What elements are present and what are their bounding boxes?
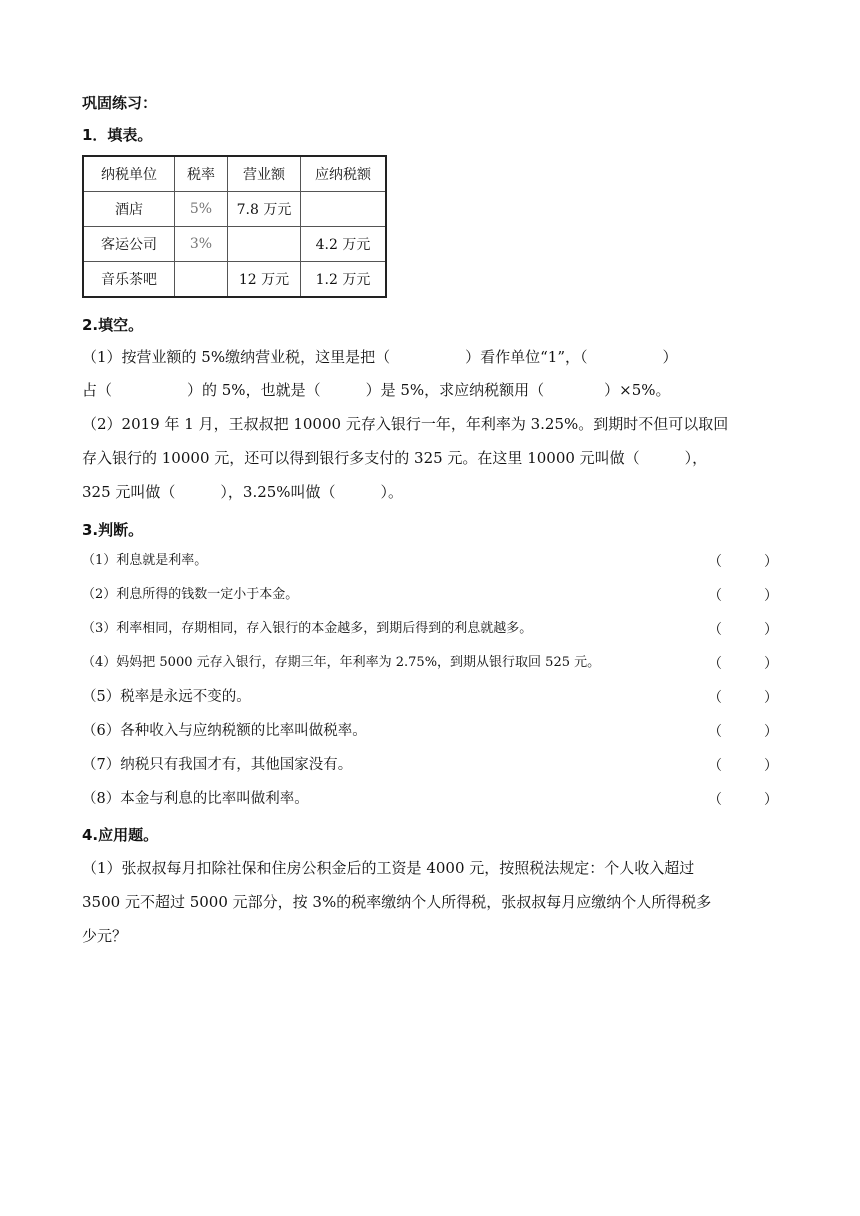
q2-line: （2）2019 年 1 月，王叔叔把 10000 元存入银行一年，年利率为 3.25%。到期时不但可以取回: [82, 415, 729, 433]
answer-paren-open: （: [708, 792, 722, 808]
table-header-cell: 税率: [175, 156, 228, 192]
answer-paren-open: （: [708, 554, 722, 570]
q2-line: 325 元叫做（ ），3.25%叫做（ ）。: [82, 483, 404, 501]
table-cell-blank[interactable]: [228, 227, 301, 262]
table-header-cell: 应纳税额: [301, 156, 387, 192]
answer-paren-close: ）: [764, 724, 778, 740]
judge-item: （3）利率相同，存期相同，存入银行的本金越多，到期后得到的利息就越多。: [82, 621, 533, 636]
table-cell: 3%: [175, 227, 228, 262]
q4-title: 4.应用题。: [82, 826, 159, 844]
q2-line: 占（ ）的 5%，也就是（ ）是 5%，求应纳税额用（ ）×5%。: [82, 381, 671, 399]
table-cell: 5%: [175, 192, 228, 227]
q3-title: 3.判断。: [82, 521, 144, 539]
table-cell: 音乐茶吧: [83, 262, 175, 298]
judge-item: （6）各种收入与应纳税额的比率叫做税率。: [82, 723, 367, 739]
tax-table: [82, 155, 387, 298]
judge-item: （2）利息所得的钱数一定小于本金。: [82, 587, 299, 602]
answer-paren-close: ）: [764, 690, 778, 706]
table-row: [83, 262, 386, 298]
table-cell-blank[interactable]: [301, 192, 387, 227]
table-cell: 4.2 万元: [301, 227, 387, 262]
judge-item: （7）纳税只有我国才有，其他国家没有。: [82, 757, 353, 773]
table-cell: 酒店: [83, 192, 175, 227]
q4-line: 少元？: [82, 927, 128, 945]
answer-paren-open: （: [708, 758, 722, 774]
answer-paren-close: ）: [764, 656, 778, 672]
section-heading: 巩固练习：: [82, 94, 158, 112]
judge-item: （1）利息就是利率。: [82, 553, 208, 568]
q2-line: （1）按营业额的 5%缴纳营业税，这里是把（ ）看作单位“1”，（ ）: [82, 348, 678, 366]
answer-paren-close: ）: [764, 792, 778, 808]
answer-paren-open: （: [708, 588, 722, 604]
q2-title: 2.填空。: [82, 316, 144, 334]
answer-paren-close: ）: [764, 758, 778, 774]
judge-item: （8）本金与利息的比率叫做利率。: [82, 791, 309, 807]
q2-line: 存入银行的 10000 元，还可以得到银行多支付的 325 元。在这里 10000 元叫做（ ），: [82, 449, 708, 467]
judge-item: （4）妈妈把 5000 元存入银行，存期三年，年利率为 2.75%，到期从银行取回 525 元。: [82, 655, 601, 670]
q4-line: （1）张叔叔每月扣除社保和住房公积金后的工资是 4000 元，按照税法规定：个人收入超过: [82, 859, 695, 877]
table-header-row: [83, 156, 386, 192]
table-cell: 12 万元: [228, 262, 301, 298]
table-cell: 7.8 万元: [228, 192, 301, 227]
q1-title: 1．填表。: [82, 126, 153, 144]
answer-paren-open: （: [708, 690, 722, 706]
judge-item: （5）税率是永远不变的。: [82, 689, 251, 705]
table-header-cell: 营业额: [228, 156, 301, 192]
table-header-cell: 纳税单位: [83, 156, 175, 192]
answer-paren-open: （: [708, 724, 722, 740]
table-cell: 1.2 万元: [301, 262, 387, 298]
answer-paren-open: （: [708, 656, 722, 672]
q4-line: 3500 元不超过 5000 元部分，按 3%的税率缴纳个人所得税，张叔叔每月应缴纳个人所得税多: [82, 893, 712, 911]
answer-paren-open: （: [708, 622, 722, 638]
answer-paren-close: ）: [764, 554, 778, 570]
table-cell: 客运公司: [83, 227, 175, 262]
table-row: [83, 192, 386, 227]
answer-paren-close: ）: [764, 588, 778, 604]
table-cell-blank[interactable]: [175, 262, 228, 298]
answer-paren-close: ）: [764, 622, 778, 638]
table-row: [83, 227, 386, 262]
